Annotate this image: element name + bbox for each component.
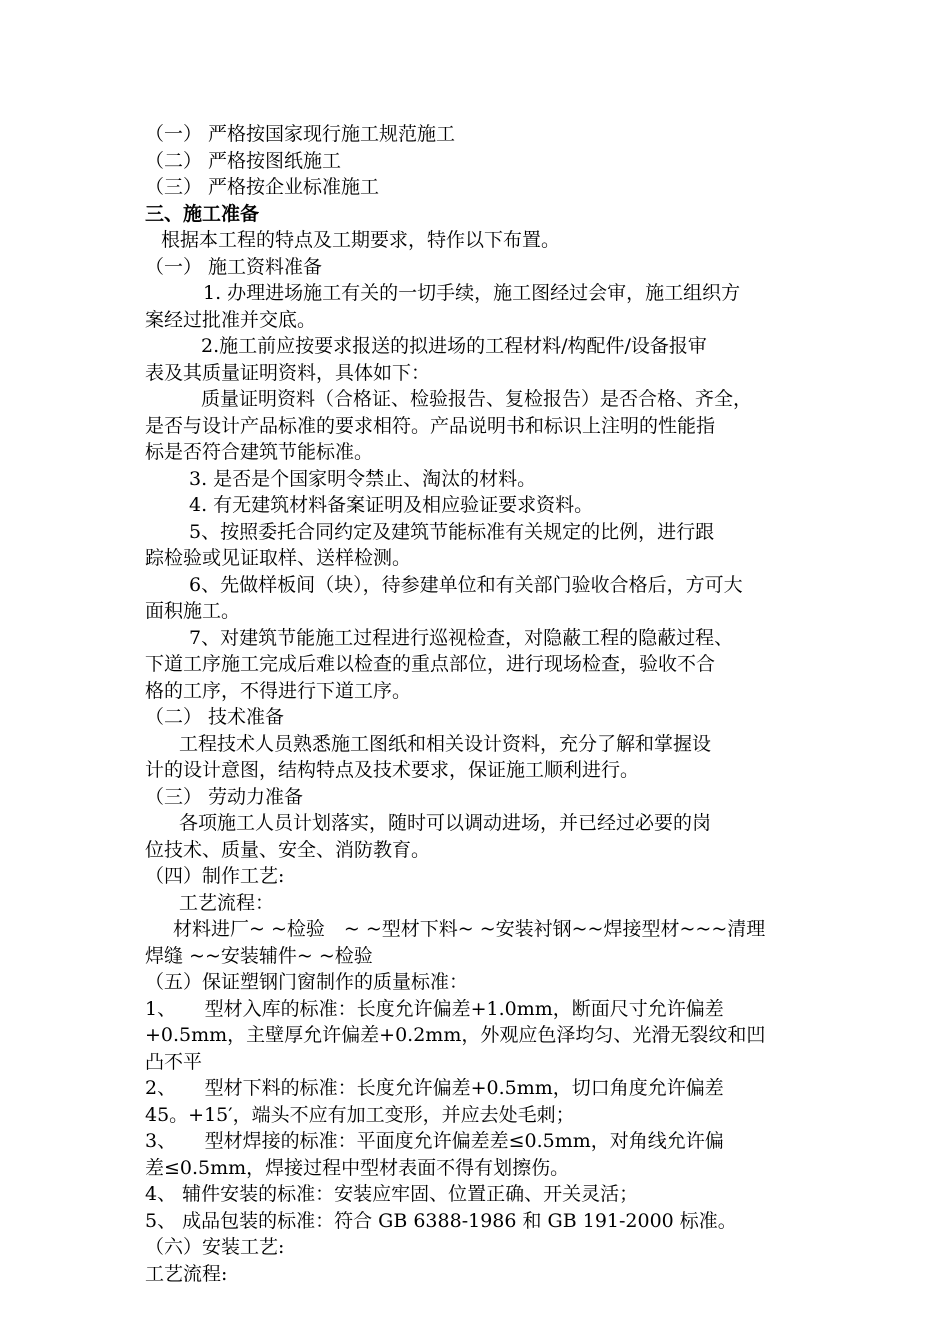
- text-line: （一） 施工资料准备: [145, 255, 323, 278]
- text-line: 7、对建筑节能施工过程进行巡视检查，对隐蔽工程的隐蔽过程、: [189, 626, 734, 649]
- text-line: 格的工序，不得进行下道工序。: [145, 679, 412, 702]
- text-line: 位技术、质量、安全、消防教育。: [145, 838, 431, 861]
- text-line: （三） 严格按企业标准施工: [145, 176, 380, 198]
- text-line: 2.施工前应按要求报送的拟进场的工程材料/构配件/设备报审: [201, 335, 707, 357]
- text-line: 下道工序施工完成后难以检查的重点部位，进行现场检查，验收不合: [145, 653, 716, 675]
- text-line: 工艺流程:: [145, 1262, 228, 1285]
- text-line: 面积施工。: [145, 600, 241, 622]
- text-line: （一） 严格按国家现行施工规范施工: [145, 123, 456, 145]
- document-body: [145, 121, 810, 1287]
- text-line: （二） 技术准备: [145, 706, 285, 728]
- text-line: 1. 办理进场施工有关的一切手续，施工图经过会审，施工组织方: [203, 282, 741, 304]
- text-line: 4. 有无建筑材料备案证明及相应验证要求资料。: [189, 494, 594, 516]
- text-line: 工程技术人员熟悉施工图纸和相关设计资料，充分了解和掌握设: [179, 732, 712, 755]
- text-line: （六）安装工艺:: [145, 1236, 285, 1258]
- text-line: （四）制作工艺:: [145, 865, 285, 887]
- text-line: 5、 成品包装的标准：符合 GB 6388-1986 和 GB 191-2000 标准。: [145, 1209, 737, 1232]
- text-line: 5、按照委托合同约定及建筑节能标准有关规定的比例，进行跟: [189, 520, 715, 543]
- text-line: 差≤0.5mm，焊接过程中型材表面不得有划擦伤。: [145, 1156, 570, 1179]
- text-line: 凸不平: [145, 1050, 203, 1073]
- text-line: 计的设计意图，结构特点及技术要求，保证施工顺利进行。: [145, 759, 640, 781]
- text-line: 标是否符合建筑节能标准。: [145, 441, 374, 463]
- text-line: （二） 严格按图纸施工: [145, 149, 342, 172]
- text-line: 根据本工程的特点及工期要求，特作以下布置。: [161, 229, 561, 251]
- text-line: +0.5mm，主壁厚允许偏差+0.2mm，外观应色泽均匀、光滑无裂纹和凹: [145, 1024, 766, 1046]
- text-line: 案经过批准并交底。: [145, 308, 317, 331]
- text-line: 表及其质量证明资料，具体如下：: [145, 361, 431, 384]
- text-line: 3. 是否是个国家明令禁止、淘汰的材料。: [189, 467, 537, 490]
- text-line: 各项施工人员计划落实，随时可以调动进场，并已经过必要的岗: [179, 812, 712, 834]
- text-line: 6、先做样板间（块），待参建单位和有关部门验收合格后，方可大: [189, 573, 743, 596]
- text-line: 工艺流程：: [179, 891, 275, 914]
- section-heading: 三、施工准备: [145, 202, 260, 225]
- text-line: 材料进厂~ ~检验 ~ ~型材下料~ ~安装衬钢~~焊接型材~~~清理: [173, 918, 766, 940]
- text-line: （三） 劳动力准备: [145, 785, 304, 808]
- text-line: 踪检验或见证取样、送样检测。: [145, 547, 412, 569]
- text-line: （五）保证塑钢门窗制作的质量标准：: [145, 971, 469, 993]
- text-line: 4、 辅件安装的标准：安装应牢固、位置正确、开关灵活；: [145, 1183, 639, 1205]
- text-line: 3、 型材焊接的标准：平面度允许偏差差≤0.5mm，对角线允许偏: [145, 1130, 724, 1152]
- text-line: 1、 型材入库的标准：长度允许偏差+1.0mm，断面尺寸允许偏差: [145, 997, 724, 1020]
- text-line: 焊缝 ~~安装辅件~ ~检验: [145, 944, 373, 967]
- text-line: 质量证明资料（合格证、检验报告、复检报告）是否合格、齐全，: [201, 388, 753, 410]
- text-line: 是否与设计产品标准的要求相符。产品说明书和标识上注明的性能指: [145, 414, 716, 437]
- text-line: 45。+15′，端头不应有加工变形，并应去处毛刺；: [145, 1103, 575, 1126]
- text-line: 2、 型材下料的标准：长度允许偏差+0.5mm，切口角度允许偏差: [145, 1077, 724, 1099]
